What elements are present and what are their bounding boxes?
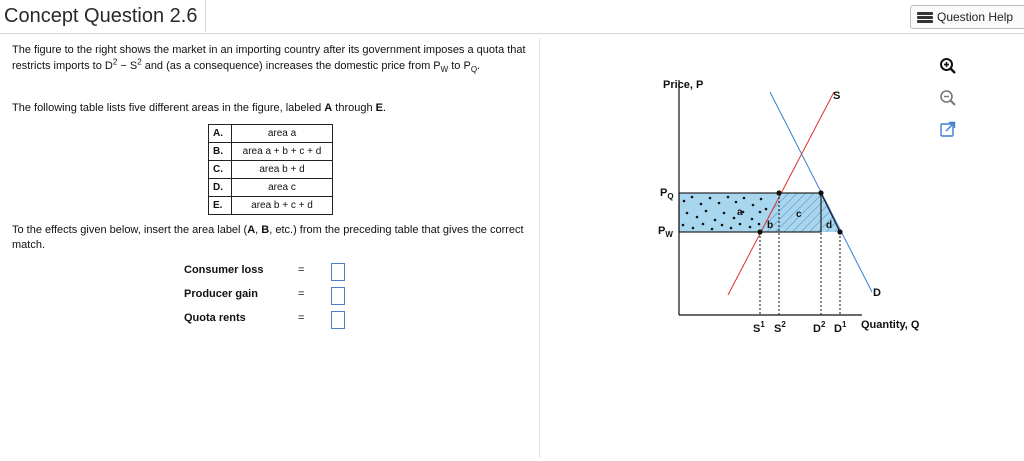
p1-sub-1: W	[440, 65, 449, 75]
quota-rents-answer-input[interactable]	[331, 311, 345, 329]
area-c-label: c	[796, 209, 802, 220]
p1-sup-1: 2	[112, 57, 118, 67]
table-row	[209, 125, 333, 143]
p1-text-b: − S	[117, 60, 138, 72]
equals-sign: =	[298, 312, 305, 324]
y-axis-label: Price, P	[663, 79, 704, 91]
p1-sup-2: 2	[137, 57, 142, 67]
zoom-out-icon[interactable]	[938, 88, 958, 108]
supply-label: S	[833, 90, 841, 102]
area-label: E.	[209, 197, 232, 215]
consumer-loss-label: Consumer loss	[184, 264, 264, 276]
quota-rents-label: Quota rents	[184, 312, 246, 324]
area-value: area b + d	[232, 161, 333, 179]
equals-sign: =	[298, 264, 305, 276]
area-label: D.	[209, 179, 232, 197]
table-row	[209, 197, 333, 215]
p2-bold-e: E	[375, 102, 383, 114]
areas-table	[208, 124, 333, 215]
question-help-button[interactable]	[910, 5, 1024, 29]
area-b-label: b	[767, 220, 774, 231]
p1-sub-2: Q	[470, 65, 478, 75]
title-divider	[205, 0, 206, 32]
x-axis-label: Quantity, Q	[861, 319, 920, 331]
p1-text-a: The figure to the right shows the market in an importing country after its government imposes a quota that restricts imports to D	[12, 44, 526, 72]
demand-label: D	[873, 287, 881, 299]
list-icon	[917, 12, 933, 23]
producer-gain-answer-input[interactable]	[331, 287, 345, 305]
d2-label: $D^2$	[813, 320, 826, 335]
header-divider	[0, 33, 1024, 34]
table-row	[209, 161, 333, 179]
p3-bold-a: A	[247, 224, 256, 236]
popout-icon[interactable]	[938, 119, 958, 139]
p2-text-a: The following table lists five different areas in the figure, labeled	[12, 102, 325, 114]
area-label: B.	[209, 143, 232, 161]
question-paragraph-1	[12, 42, 537, 74]
p1-text-e: .	[477, 60, 481, 72]
s2-label: $S^2$	[774, 320, 786, 335]
question-paragraph-2	[12, 100, 386, 116]
zoom-in-icon[interactable]	[938, 56, 958, 76]
quota-market-figure	[640, 70, 940, 345]
p3-text-b: ,	[255, 224, 262, 236]
consumer-loss-answer-input[interactable]	[331, 263, 345, 281]
p3-text-a: To the effects given below, insert the area label (	[12, 224, 248, 236]
p1-text-d: to P	[448, 60, 471, 72]
table-row	[209, 143, 333, 161]
s1-label: $S^1$	[753, 320, 765, 335]
p2-bold-a: A	[324, 102, 333, 114]
page-title: Concept Question 2.6	[4, 5, 198, 27]
area-value: area c	[232, 179, 333, 197]
area-value: area a + b + c + d	[232, 143, 333, 161]
p2-text-b: through	[332, 102, 376, 114]
area-label: C.	[209, 161, 232, 179]
question-paragraph-3	[12, 223, 537, 253]
price-q-label: $P_Q$	[660, 187, 674, 201]
area-a-label: a	[737, 207, 743, 218]
p3-text-c: , etc.) from the preceding table that gives the correct match.	[12, 224, 524, 251]
area-label: A.	[209, 125, 232, 143]
producer-gain-label: Producer gain	[184, 288, 258, 300]
p1-text-c: and (as a consequence) increases the domestic price from P	[141, 60, 441, 72]
area-value: area b + c + d	[232, 197, 333, 215]
area-value: area a	[232, 125, 333, 143]
p2-text-c: .	[382, 102, 387, 114]
area-d-label: d	[826, 220, 833, 231]
p3-bold-b: B	[261, 224, 270, 236]
d1-label: $D^1$	[834, 320, 847, 335]
price-w-label: $P_W$	[658, 225, 673, 239]
question-help-label: Question Help	[937, 10, 1014, 24]
panel-divider	[539, 38, 540, 458]
equals-sign: =	[298, 288, 305, 300]
table-row	[209, 179, 333, 197]
